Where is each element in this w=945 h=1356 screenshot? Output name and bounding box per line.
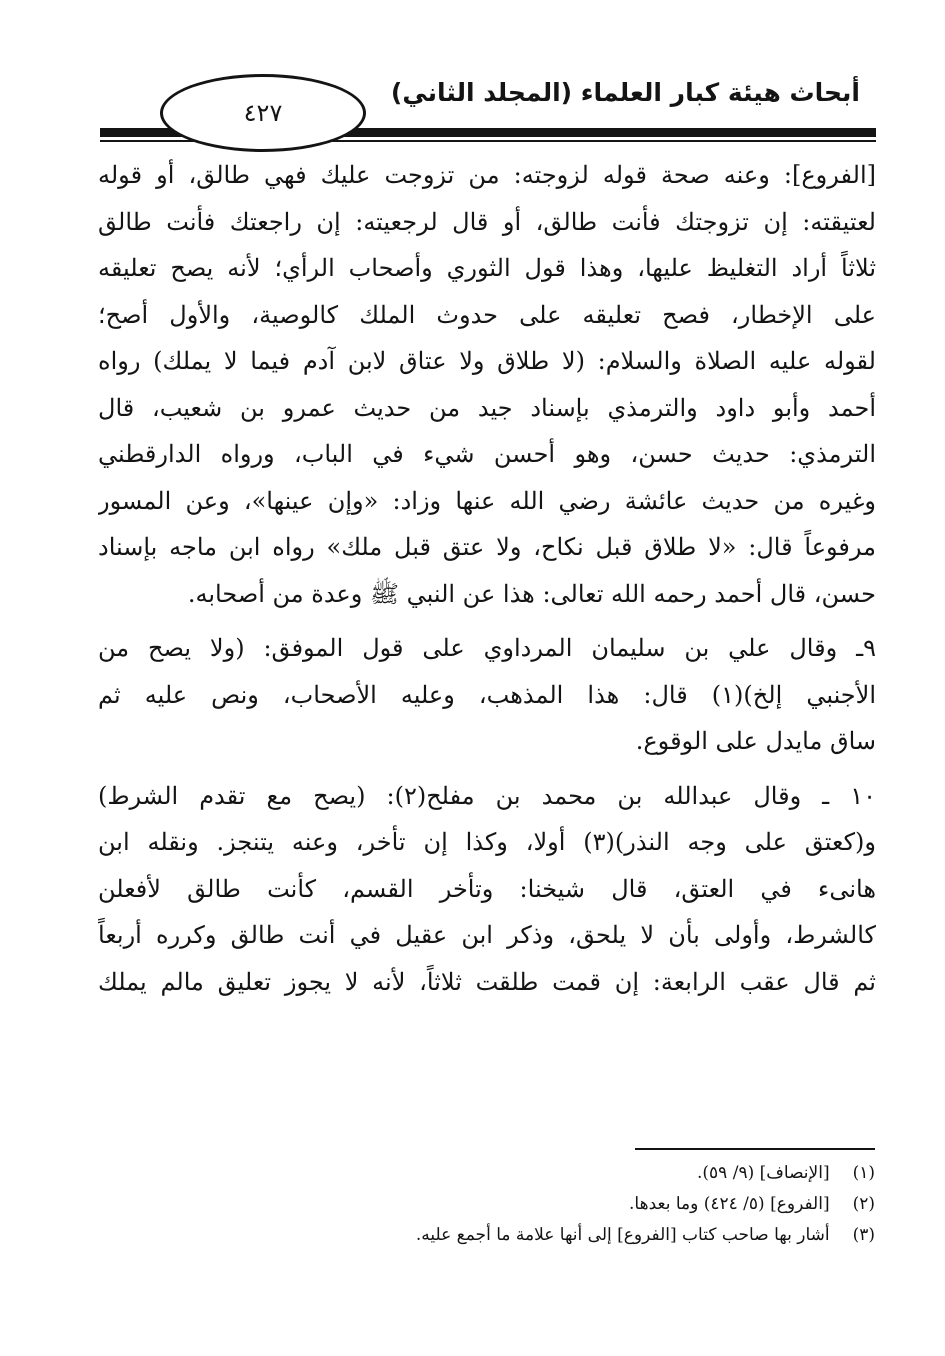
body-line: كالشرط، وأولى بأن لا يلحق، وذكر ابن عقيل في أنت طالق وكرره أربعاً <box>98 921 876 949</box>
footnote-2 <box>300 1189 875 1220</box>
body-line: مرفوعاً قال: «لا طلاق قبل نكاح، ولا عتق قبل ملك» رواه ابن ماجه بإسناد <box>98 533 876 561</box>
page-number: ٤٢٧ <box>160 74 366 152</box>
footnote-number: (٣) <box>852 1225 875 1245</box>
footnote-separator <box>635 1148 875 1150</box>
footnote-text: [الفروع] (٥/ ٤٢٤) وما بعدها. <box>629 1194 830 1214</box>
body-line: ٩ـ وقال علي بن سليمان المرداوي على قول الموفق: (ولا يصح من <box>98 634 876 662</box>
footnote-3 <box>300 1220 875 1251</box>
body-line: لقوله عليه الصلاة والسلام: (لا طلاق ولا عتاق لابن آدم فيما لا يملك) رواه <box>98 347 876 375</box>
paragraph-gap <box>98 617 876 625</box>
footnote-1 <box>300 1158 875 1189</box>
body-line: ثلاثاً أراد التغليظ عليها، وهذا قول الثوري وأصحاب الرأي؛ لأنه يصح تعليقه <box>98 254 876 282</box>
body-line: وغيره من حديث عائشة رضي الله عنها وزاد: «وإن عينها»، وعن المسور <box>98 486 876 515</box>
body-line: الأجنبي إلخ)(١) قال: هذا المذهب، وعليه الأصحاب، ونص عليه ثم <box>98 680 876 709</box>
body-line: ساق مايدل على الوقوع. <box>635 727 876 755</box>
body-line: [الفروع]: وعنه صحة قوله لزوجته: من تزوجت عليك فهي طالق، أو قوله <box>98 161 876 189</box>
running-title: أبحاث هيئة كبار العلماء (المجلد الثاني) <box>390 78 860 107</box>
body-line: و(كعتق على وجه النذر)(٣) أولا، وكذا إن تأخر، وعنه يتنجز. ونقله ابن <box>98 828 876 856</box>
body-line: ١٠ ـ وقال عبدالله بن محمد بن مفلح(٢): (يصح مع تقدم الشرط) <box>98 781 876 810</box>
body-line: حسن، قال أحمد رحمه الله تعالى: هذا عن النبي ﷺ وعدة من أصحابه. <box>187 579 876 608</box>
body-text <box>98 152 876 1005</box>
paragraph-gap <box>98 765 876 773</box>
footnote-text: [الإنصاف] (٩/ ٥٩). <box>697 1163 830 1183</box>
footnotes <box>300 1158 875 1251</box>
footnote-number: (١) <box>852 1163 875 1183</box>
body-line: على الإخطار، فصح تعليقه على حدوث الملك كالوصية، والأول أصح؛ <box>98 300 876 329</box>
body-line: هانىء في العتق، قال شيخنا: وتأخر القسم، كأنت طالق لأفعلن <box>98 874 876 903</box>
body-line: أحمد وأبو داود والترمذي بإسناد جيد من حديث عمرو بن شعيب، قال <box>98 393 876 422</box>
body-line: الترمذي: حديث حسن، وهو أحسن شيء في الباب، ورواه الدارقطني <box>98 440 876 468</box>
footnote-number: (٢) <box>852 1194 875 1214</box>
body-line: لعتيقته: إن تزوجتك فأنت طالق، أو قال لرجعيته: إن راجعتك فأنت طالق <box>98 207 876 236</box>
page-header <box>100 70 860 130</box>
footnote-text: أشار بها صاحب كتاب [الفروع] إلى أنها علامة ما أجمع عليه. <box>415 1225 830 1245</box>
body-line: ثم قال عقب الرابعة: إن قمت طلقت ثلاثاً، لأنه لا يجوز تعليق مالم يملك <box>98 967 876 996</box>
